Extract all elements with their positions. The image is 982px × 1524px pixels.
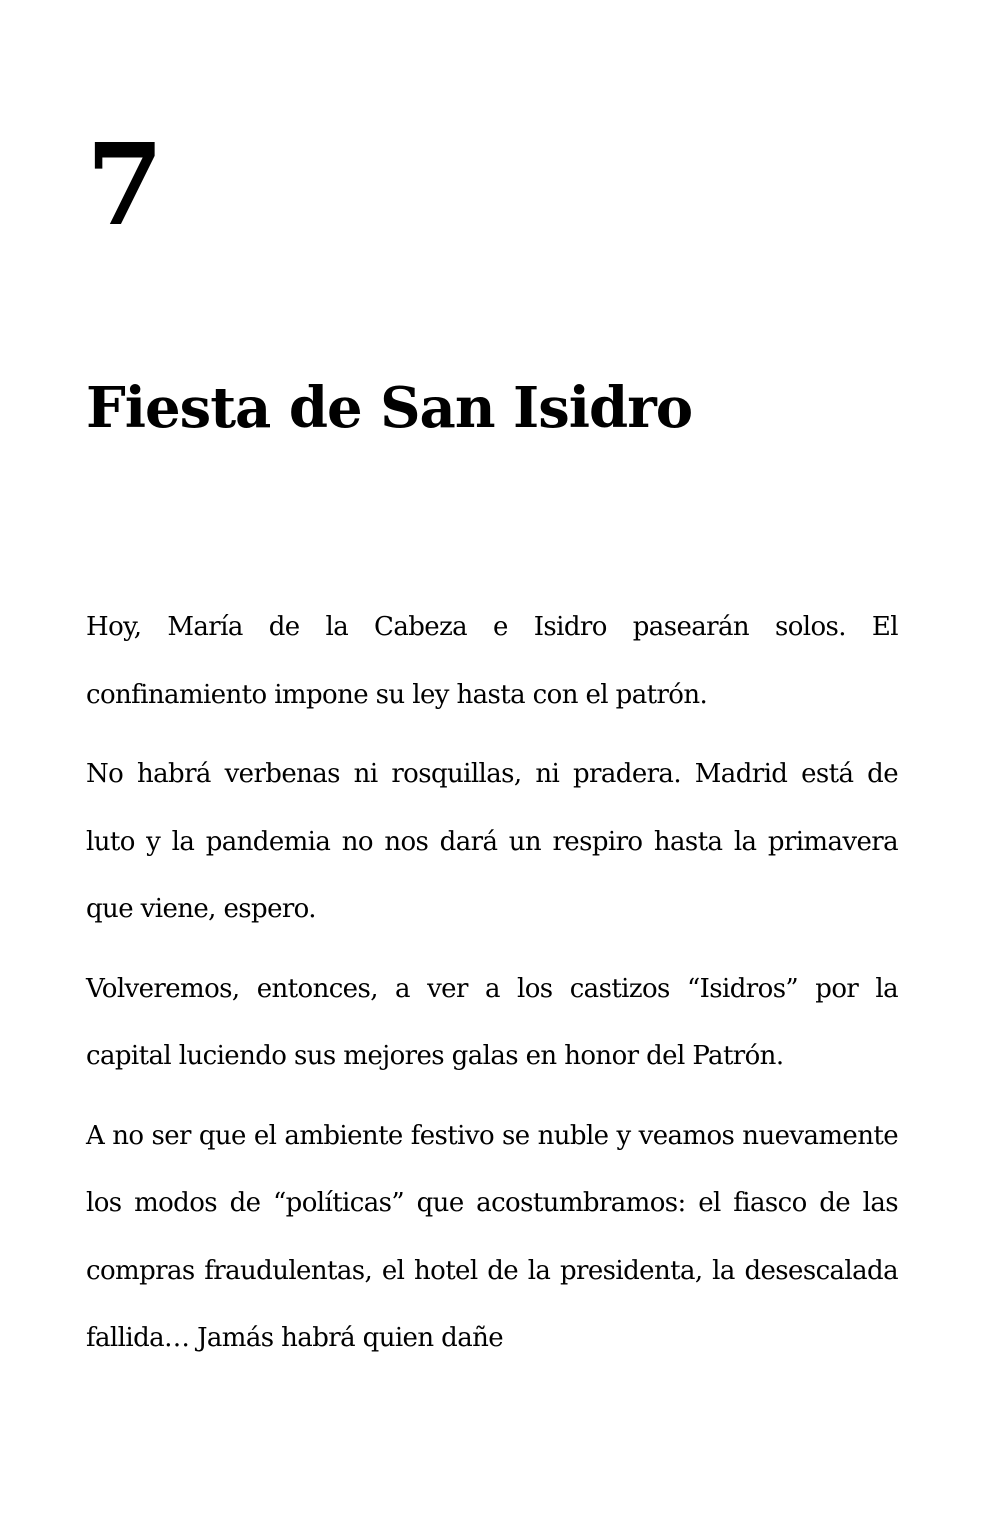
chapter-title: Fiesta de San Isidro xyxy=(86,375,693,441)
paragraph-3: Volveremos, entonces, a ver a los castizos “Isidros” por la capital luciendo sus mejores galas en honor del Patrón. xyxy=(86,973,898,1071)
chapter-body xyxy=(86,594,898,1385)
paragraph-2: No habrá verbenas ni rosquillas, ni pradera. Madrid está de luto y la pandemia no nos dará un respiro hasta la primavera que viene, espero. xyxy=(86,759,898,924)
paragraph-4: A no ser que el ambiente festivo se nuble y veamos nuevamente los modos de “políticas” que acostumbramos: el fiasco de las compras fraudulentas, el hotel de la presidenta, la desescalada fallida… Jamás habrá quien dañe xyxy=(86,1120,898,1353)
chapter-number: 7 xyxy=(86,120,162,251)
paragraph-1: Hoy, María de la Cabeza e Isidro pasearán solos. El confinamiento impone su ley hasta con el patrón. xyxy=(86,612,898,710)
